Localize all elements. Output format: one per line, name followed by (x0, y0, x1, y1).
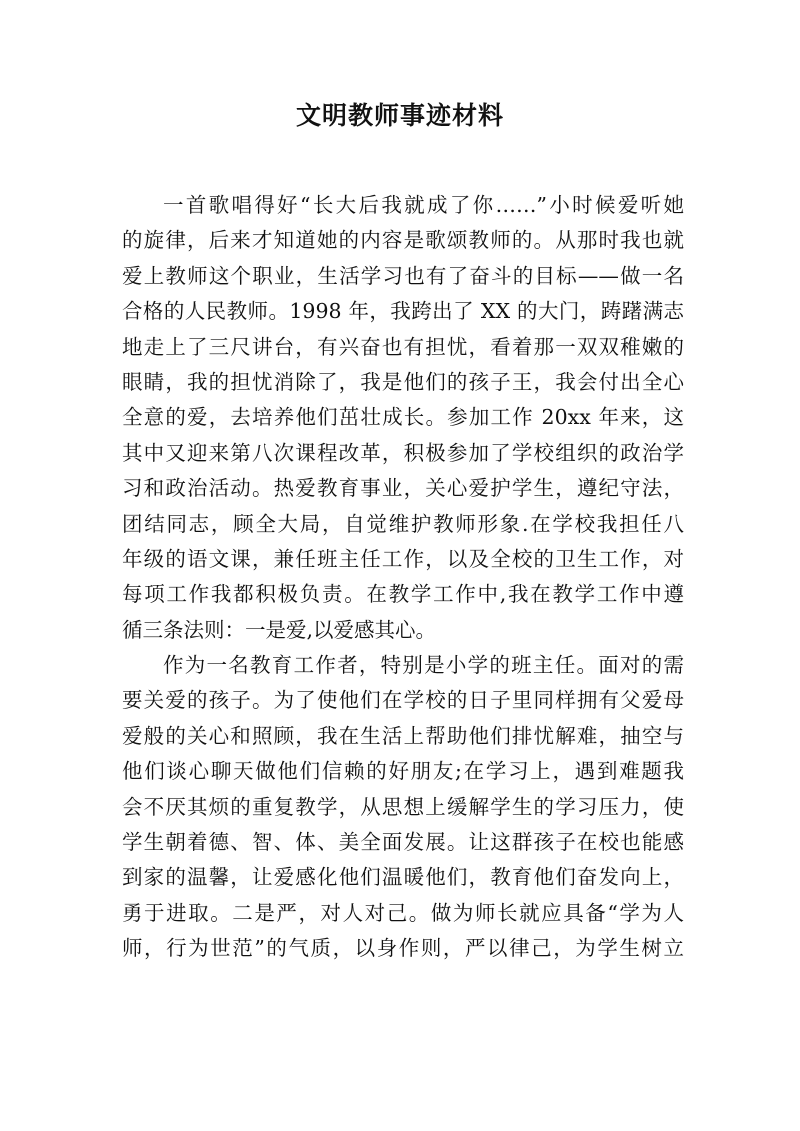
paragraph-1-line-2: 的旋律，后来才知道她的内容是歌颂教师的。从那时我也就 (122, 228, 684, 253)
paragraph-1-line-3: 爱上教师这个职业，生活学习也有了奋斗的目标——做一名 (122, 263, 684, 288)
paragraph-1-line-5: 地走上了三尺讲台，有兴奋也有担忧，看着那一双双稚嫩的 (122, 334, 684, 359)
paragraph-1-line-13: 循三条法则：一是爱,以爱感其心。 (122, 617, 437, 642)
paragraph-2-line-4: 他们谈心聊天做他们信赖的好朋友;在学习上，遇到难题我 (122, 759, 684, 784)
paragraph-2-line-2: 要关爱的孩子。为了使他们在学校的日子里同样拥有父爱母 (122, 688, 684, 713)
paragraph-1-line-7: 全意的爱，去培养他们茁壮成长。参加工作 20xx 年来，这 (122, 405, 684, 430)
paragraph-2-line-6: 学生朝着德、智、体、美全面发展。让这群孩子在校也能感 (122, 830, 684, 855)
paragraph-1-line-10: 团结同志，顾全大局，自觉维护教师形象.在学校我担任八 (122, 511, 684, 536)
paragraph-1-line-8: 其中又迎来第八次课程改革，积极参加了学校组织的政治学 (122, 440, 684, 465)
paragraph-2-line-9: 师，行为世范”的气质，以身作则，严以律己，为学生树立 (122, 936, 684, 961)
paragraph-2-line-7: 到家的温馨，让爱感化他们温暖他们，教育他们奋发向上， (122, 865, 684, 890)
paragraph-2-line-8: 勇于进取。二是严，对人对己。做为师长就应具备“学为人 (122, 900, 684, 925)
document-title: 文明教师事迹材料 (295, 101, 504, 130)
paragraph-1-line-12: 每项工作我都积极负责。在教学工作中,我在教学工作中遵 (122, 582, 684, 607)
paragraph-2-line-5: 会不厌其烦的重复教学，从思想上缓解学生的学习压力，使 (122, 794, 684, 819)
paragraph-1-line-6: 眼睛，我的担忧消除了，我是他们的孩子王，我会付出全心 (122, 369, 684, 394)
paragraph-2-line-1: 作为一名教育工作者，特别是小学的班主任。面对的需 (163, 653, 684, 678)
paragraph-2-line-3: 爱般的关心和照顾，我在生活上帮助他们排忧解难，抽空与 (122, 723, 684, 748)
paragraph-1-line-11: 年级的语文课，兼任班主任工作，以及全校的卫生工作，对 (122, 546, 684, 571)
paragraph-1-line-1: 一首歌唱得好“长大后我就成了你……”小时候爱听她 (163, 193, 684, 217)
paragraph-1-line-9: 习和政治活动。热爱教育事业，关心爱护学生，遵纪守法， (122, 476, 684, 501)
document-body (122, 188, 684, 967)
paragraph-1-line-4: 合格的人民教师。1998 年，我跨出了 XX 的大门，踌躇满志 (122, 299, 684, 324)
